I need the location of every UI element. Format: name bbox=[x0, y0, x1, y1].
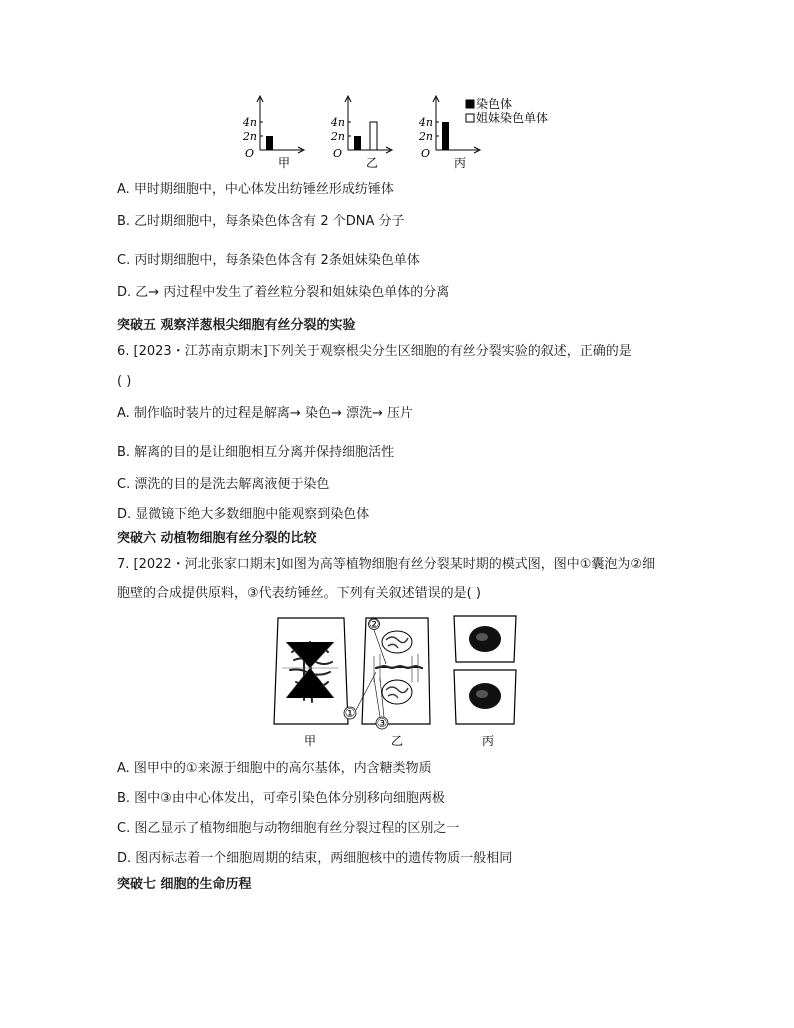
q6-option-b: B. 解离的目的是让细胞相互分离并保持细胞活性 bbox=[117, 445, 395, 460]
mark-1: ① bbox=[344, 706, 356, 720]
figure-label-bing: 丙 bbox=[481, 734, 495, 748]
mark-2: ② bbox=[368, 617, 380, 631]
q5-option-b: B. 乙时期细胞中，每条染色体含有 2 个DNA 分子 bbox=[117, 214, 405, 229]
q6-option-a: A. 制作临时装片的过程是解离→ 染色→ 漂洗→ 压片 bbox=[117, 406, 414, 421]
panel-label: 丙 bbox=[453, 156, 467, 170]
chromosome-bar-chart bbox=[230, 94, 570, 174]
y-tick-label: 2n bbox=[330, 130, 345, 143]
q5-option-a: A. 甲时期细胞中，中心体发出纺锤丝形成纺锤体 bbox=[117, 182, 394, 197]
legend-swatch bbox=[466, 100, 474, 108]
chart-panel-1 bbox=[242, 96, 304, 170]
panel-label: 乙 bbox=[365, 156, 379, 170]
q5-option-d: D. 乙→ 丙过程中发生了着丝粒分裂和姐妹染色单体的分离 bbox=[117, 285, 450, 300]
y-tick-label: 2n bbox=[242, 130, 257, 143]
legend-item-2 bbox=[466, 110, 548, 125]
q6-option-c: C. 漂洗的目的是洗去解离液便于染色 bbox=[117, 477, 330, 492]
q6-option-d: D. 显微镜下绝大多数细胞中能观察到染色体 bbox=[117, 507, 370, 522]
q6-answer-blank: ( ) bbox=[117, 374, 132, 389]
cell-jia bbox=[274, 618, 348, 724]
q7-stem-line1: 7. [2022・河北张家口期末]如图为高等植物细胞有丝分裂某时期的模式图，图中①囊泡为②细 bbox=[117, 557, 656, 572]
q7-option-d: D. 图丙标志着一个细胞周期的结束，两细胞核中的遗传物质一般相同 bbox=[117, 851, 513, 866]
origin-label: O bbox=[332, 147, 342, 160]
cell-yi bbox=[362, 617, 430, 724]
y-tick-label: 4n bbox=[330, 116, 345, 129]
figure-label-yi: 乙 bbox=[390, 734, 404, 748]
chart-panel-2 bbox=[330, 96, 392, 170]
origin-label: O bbox=[244, 147, 254, 160]
y-tick-label: 2n bbox=[418, 130, 433, 143]
legend-swatch bbox=[466, 114, 474, 122]
cell-division-figure bbox=[270, 612, 540, 752]
q6-stem-line1: 6. [2023・江苏南京期末]下列关于观察根尖分生区细胞的有丝分裂实验的叙述，正确的是 bbox=[117, 344, 632, 359]
legend-label: 染色体 bbox=[476, 97, 513, 111]
bar-chromosome bbox=[442, 122, 449, 150]
q7-option-c: C. 图乙显示了植物细胞与动物细胞有丝分裂过程的区别之一 bbox=[117, 821, 460, 836]
origin-label: O bbox=[420, 147, 430, 160]
q7-option-a: A. 图甲中的①来源于细胞中的高尔基体，内含糖类物质 bbox=[117, 761, 432, 776]
cell-bing bbox=[454, 616, 516, 724]
figure-label-jia: 甲 bbox=[303, 734, 317, 748]
bar-chromatid bbox=[370, 122, 377, 150]
q7-option-b: B. 图中③由中心体发出，可牵引染色体分别移向细胞两极 bbox=[117, 791, 445, 806]
mark-3: ③ bbox=[376, 716, 388, 730]
legend-label: 姐妹染色单体 bbox=[476, 111, 549, 125]
q7-stem-line2: 胞壁的合成提供原料，③代表纺锤丝。下列有关叙述错误的是( ) bbox=[117, 586, 481, 601]
panel-label: 甲 bbox=[277, 156, 291, 170]
bar-chromosome bbox=[266, 136, 273, 150]
section-6-heading: 突破六 动植物细胞有丝分裂的比较 bbox=[117, 531, 317, 546]
legend-item-1 bbox=[466, 96, 512, 111]
q5-option-c: C. 丙时期细胞中，每条染色体含有 2条姐妹染色单体 bbox=[117, 253, 420, 268]
y-tick-label: 4n bbox=[418, 116, 433, 129]
y-tick-label: 4n bbox=[242, 116, 257, 129]
section-5-heading: 突破五 观察洋葱根尖细胞有丝分裂的实验 bbox=[117, 318, 356, 333]
bar-chromosome bbox=[354, 136, 361, 150]
section-7-heading: 突破七 细胞的生命历程 bbox=[117, 877, 252, 892]
